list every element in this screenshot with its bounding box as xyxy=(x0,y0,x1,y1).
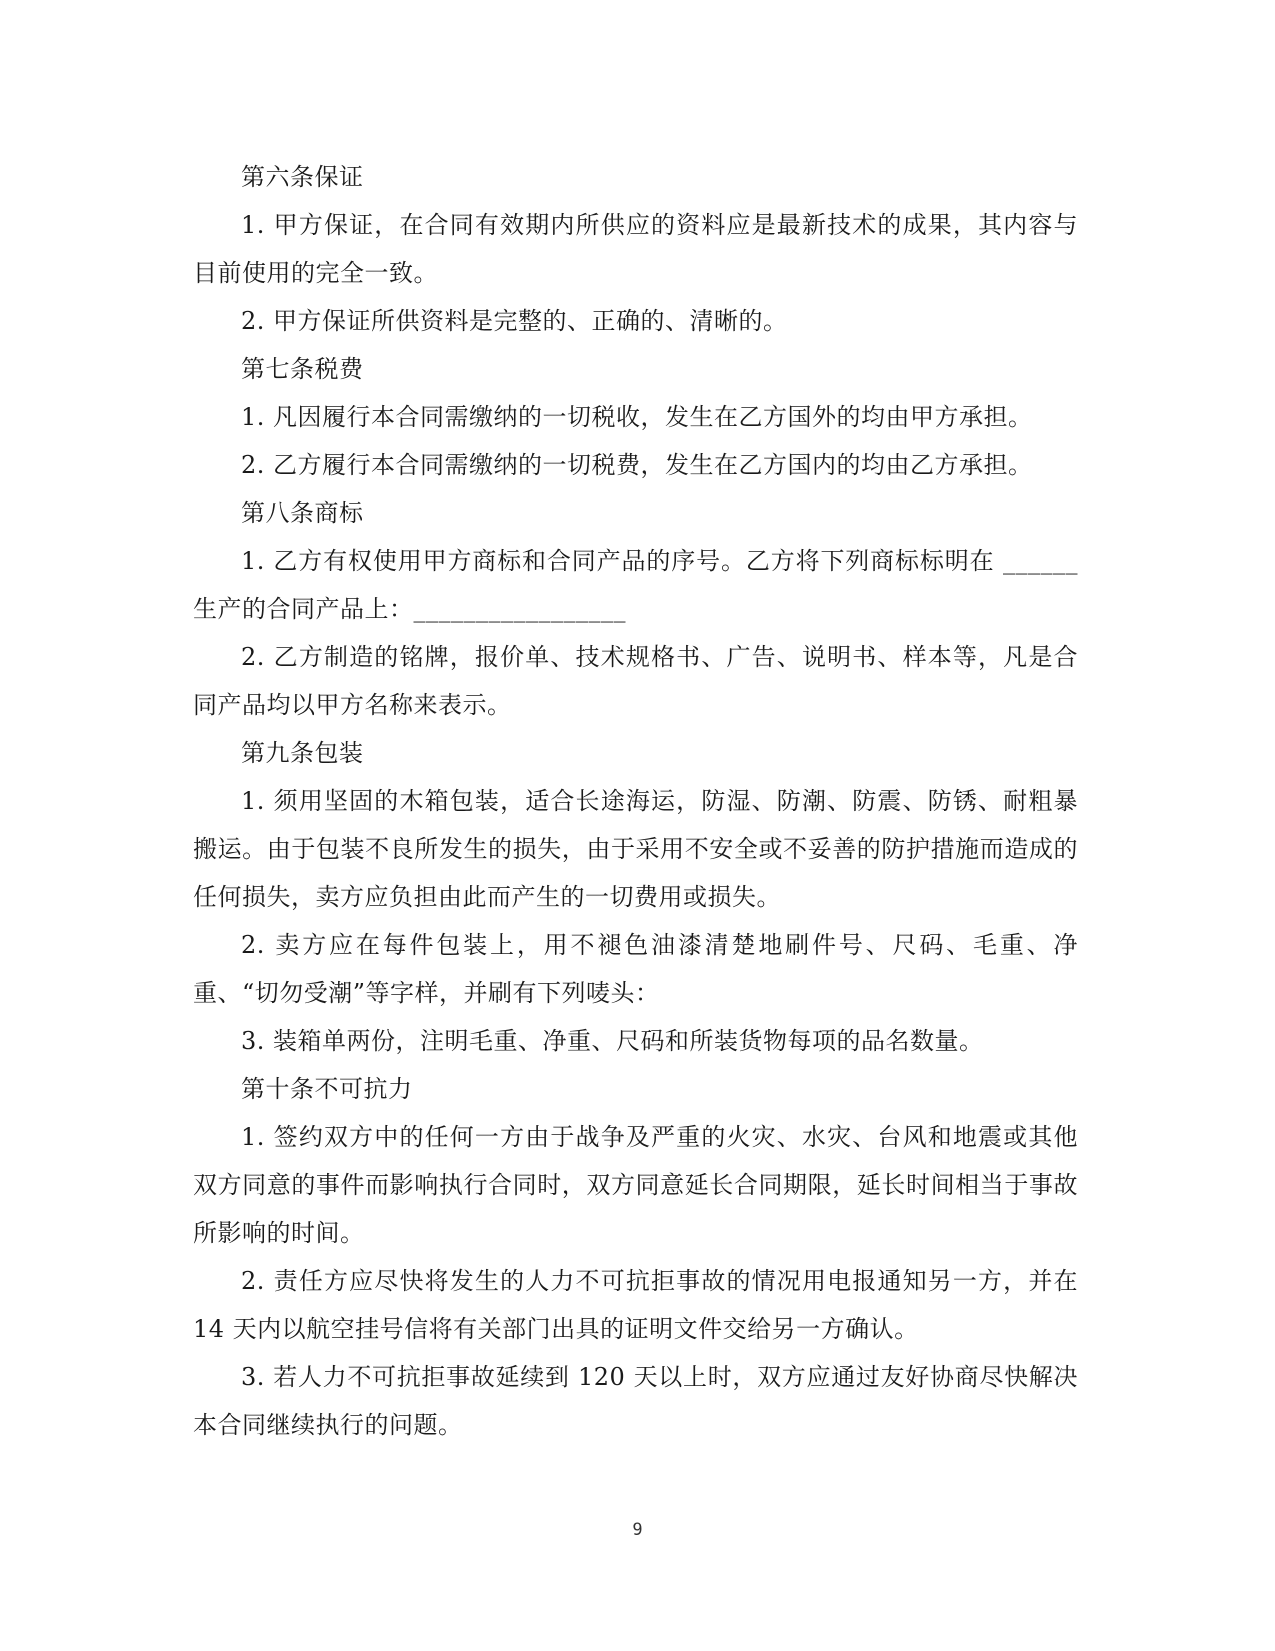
article-6-heading: 第六条保证 xyxy=(241,163,364,191)
article-10-clause-1: 1. 签约双方中的任何一方由于战争及严重的火灾、水灾、台风和地震或其他双方同意的事件而影响执行合同时，双方同意延长合同期限，延长时间相当于事故所影响的时间。 xyxy=(193,1123,1078,1247)
article-6-clause-1: 1. 甲方保证，在合同有效期内所供应的资料应是最新技术的成果，其内容与目前使用的完全一致。 xyxy=(193,211,1078,287)
article-10-clause-3: 3. 若人力不可抗拒事故延续到 120 天以上时，双方应通过友好协商尽快解决本合同继续执行的问题。 xyxy=(193,1363,1078,1439)
article-9-clause-1: 1. 须用坚固的木箱包装，适合长途海运，防湿、防潮、防震、防锈、耐粗暴搬运。由于包装不良所发生的损失，由于采用不安全或不妥善的防护措施而造成的任何损失，卖方应负担由此而产生的一切费用或损失。 xyxy=(193,787,1078,911)
article-8-clause-1: 1. 乙方有权使用甲方商标和合同产品的序号。乙方将下列商标标明在 ______生产的合同产品上：_________________ xyxy=(193,547,1078,623)
article-6-clause-2: 2. 甲方保证所供资料是完整的、正确的、清晰的。 xyxy=(241,307,788,335)
article-8-clause-2: 2. 乙方制造的铭牌，报价单、技术规格书、广告、说明书、样本等，凡是合同产品均以甲方名称来表示。 xyxy=(193,643,1078,719)
article-9-heading: 第九条包装 xyxy=(241,739,364,767)
article-9-clause-2: 2. 卖方应在每件包装上，用不褪色油漆清楚地刷件号、尺码、毛重、净重、“切勿受潮”等字样，并刷有下列唛头： xyxy=(193,931,1078,1007)
article-10-clause-2: 2. 责任方应尽快将发生的人力不可抗拒事故的情况用电报通知另一方，并在 14 天内以航空挂号信将有关部门出具的证明文件交给另一方确认。 xyxy=(193,1267,1078,1343)
article-10-heading: 第十条不可抗力 xyxy=(241,1075,413,1103)
article-9-clause-3: 3. 装箱单两份，注明毛重、净重、尺码和所装货物每项的品名数量。 xyxy=(241,1027,984,1055)
document-body xyxy=(193,153,1078,1449)
page-number: 9 xyxy=(632,1520,643,1540)
article-7-clause-1: 1. 凡因履行本合同需缴纳的一切税收，发生在乙方国外的均由甲方承担。 xyxy=(241,403,1033,431)
article-8-heading: 第八条商标 xyxy=(241,499,364,527)
article-7-heading: 第七条税费 xyxy=(241,355,364,383)
article-7-clause-2: 2. 乙方履行本合同需缴纳的一切税费，发生在乙方国内的均由乙方承担。 xyxy=(241,451,1033,479)
